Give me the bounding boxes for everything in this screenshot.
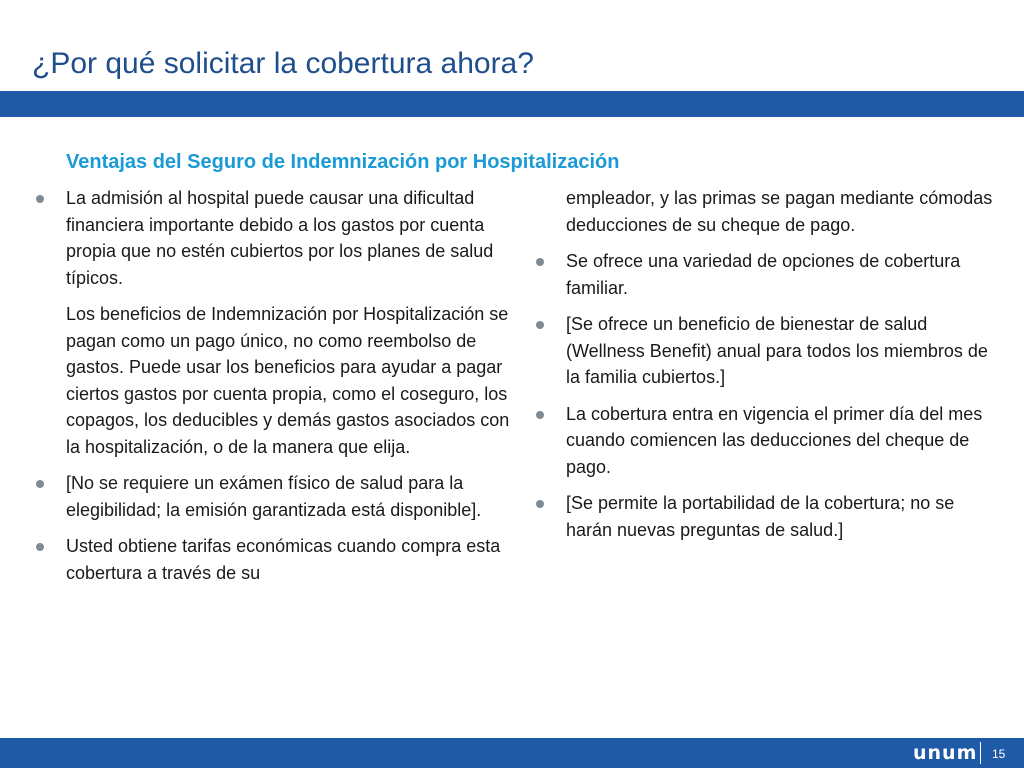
bullet-text: La cobertura entra en vigencia el primer día del mes cuando comiencen las deducciones del cheque de pago. bbox=[566, 403, 983, 477]
right-column bbox=[536, 185, 996, 553]
footer-bar bbox=[0, 738, 1024, 768]
unum-logo: unum bbox=[913, 742, 978, 764]
bullet-dot-icon bbox=[536, 500, 544, 508]
bullet-continuation-text: empleador, y las primas se pagan mediante cómodas deducciones de su cheque de pago. bbox=[566, 188, 993, 235]
bullet-text: [Se ofrece un beneficio de bienestar de salud (Wellness Benefit) anual para todos los miembros de la familia cubiertos.] bbox=[566, 314, 988, 387]
bullet-text: [No se requiere un exámen físico de salud para la elegibilidad; la emisión garantizada está disponible]. bbox=[66, 473, 482, 520]
bullet-item bbox=[536, 311, 996, 391]
bullet-item bbox=[36, 533, 516, 586]
slide-title: ¿Por qué solicitar la cobertura ahora? bbox=[32, 47, 534, 80]
page-number: 15 bbox=[992, 747, 1006, 761]
footer-divider bbox=[980, 742, 981, 764]
bullet-text: [Se permite la portabilidad de la cobertura; no se harán nuevas preguntas de salud.] bbox=[566, 493, 955, 540]
left-column bbox=[36, 185, 516, 596]
bullet-text: Se ofrece una variedad de opciones de cobertura familiar. bbox=[566, 251, 961, 298]
section-subheading: Ventajas del Seguro de Indemnización por Hospitalización bbox=[66, 151, 620, 173]
bullet-dot-icon bbox=[536, 321, 544, 329]
bullet-dot-icon bbox=[536, 411, 544, 419]
bullet-text: La admisión al hospital puede causar una dificultad financiera importante debido a los gastos por cuenta propia que no estén cubiertos por los planes de salud típicos. bbox=[66, 188, 494, 288]
bullet-item bbox=[536, 248, 996, 301]
body-paragraph: Los beneficios de Indemnización por Hospitalización se pagan como un pago único, no como reembolso de gastos. Puede usar los beneficios para ayudar a pagar ciertos gastos por cuenta propia, como el coseguro, los copagos, los deducibles y demás gastos asociados con la hospitalización, o de la manera que elija. bbox=[66, 304, 510, 457]
bullet-item bbox=[36, 470, 516, 523]
bullet-item bbox=[36, 185, 516, 291]
bullet-dot-icon bbox=[536, 258, 544, 266]
bullet-item bbox=[536, 401, 996, 481]
bullet-dot-icon bbox=[36, 195, 44, 203]
title-rule-bar bbox=[0, 91, 1024, 117]
bullet-item bbox=[536, 490, 996, 543]
bullet-dot-icon bbox=[36, 543, 44, 551]
bullet-dot-icon bbox=[36, 480, 44, 488]
bullet-text: Usted obtiene tarifas económicas cuando compra esta cobertura a través de su bbox=[66, 536, 501, 583]
